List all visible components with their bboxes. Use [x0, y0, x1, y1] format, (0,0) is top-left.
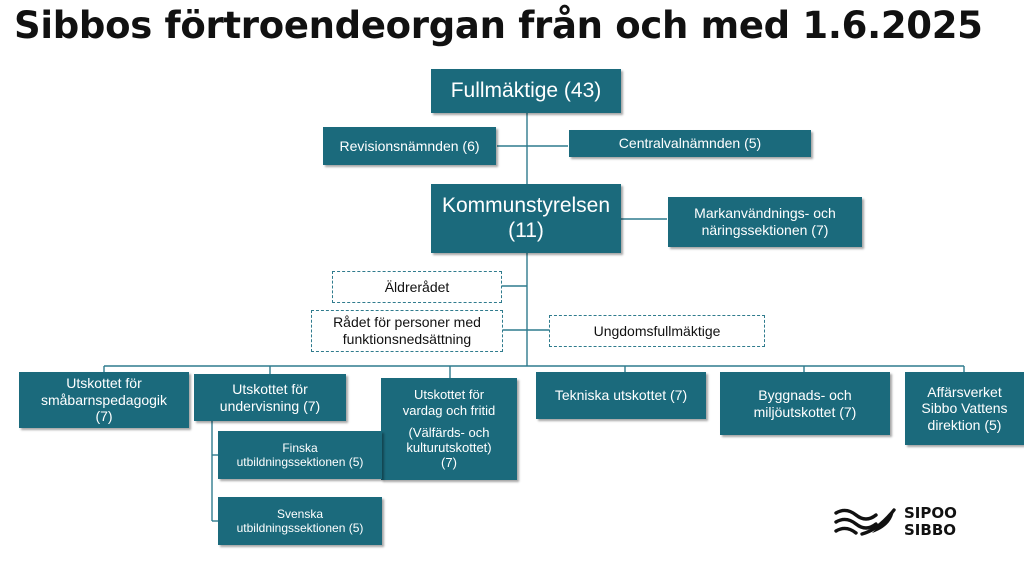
tekniska-utskottet-box: Tekniska utskottet (7): [536, 372, 706, 419]
svenska-sektion-box: Svenska utbildningssektionen (5): [218, 497, 382, 545]
fullmaktige-label: Fullmäktige (43): [450, 78, 602, 102]
revisionsnamnden-label: Revisionsnämnden (6): [339, 137, 480, 154]
aldreradet-box: Äldrerådet: [332, 271, 502, 303]
kommunstyrelsen-count: (11): [508, 218, 544, 242]
kommunstyrelsen-box: [431, 184, 621, 253]
logo-line-sipoo: SIPOO: [904, 504, 957, 522]
affarsverket-box: Affärsverket Sibbo Vattens direktion (5): [905, 372, 1024, 445]
vardag-fritid-box: Utskottet för vardag och fritid (Välfärds- och kulturutskottet) (7): [381, 378, 517, 480]
centralvalnamnden-label: Centralvalnämnden (5): [618, 135, 762, 152]
sipoo-sibbo-logo: [832, 504, 957, 540]
centralvalnamnden-box: [569, 130, 811, 157]
byggnads-miljo-box: Byggnads- och miljöutskottet (7): [720, 372, 890, 435]
revisionsnamnden-box: [323, 127, 496, 165]
finska-sektion-box: Finska utbildningssektionen (5): [218, 431, 382, 479]
kommunstyrelsen-label: Kommunstyrelsen: [441, 193, 611, 217]
smabarnspedagogik-box: Utskottet för småbarnspedagogik (7): [19, 372, 189, 428]
markanvandning-box: Markanvändnings- och näringssektionen (7): [668, 197, 862, 247]
personer-funktionsnedsattning-box: Rådet för personer med funktionsnedsättning: [311, 310, 503, 352]
wave-leaf-icon: [832, 504, 898, 540]
fullmaktige-box: [431, 69, 621, 113]
logo-line-sibbo: SIBBO: [904, 521, 957, 539]
undervisning-box: Utskottet för undervisning (7): [194, 374, 346, 421]
page-title: Sibbos förtroendeorgan från och med 1.6.2025: [14, 4, 983, 47]
ungdomsfullmaktige-box: Ungdomsfullmäktige: [549, 315, 765, 347]
